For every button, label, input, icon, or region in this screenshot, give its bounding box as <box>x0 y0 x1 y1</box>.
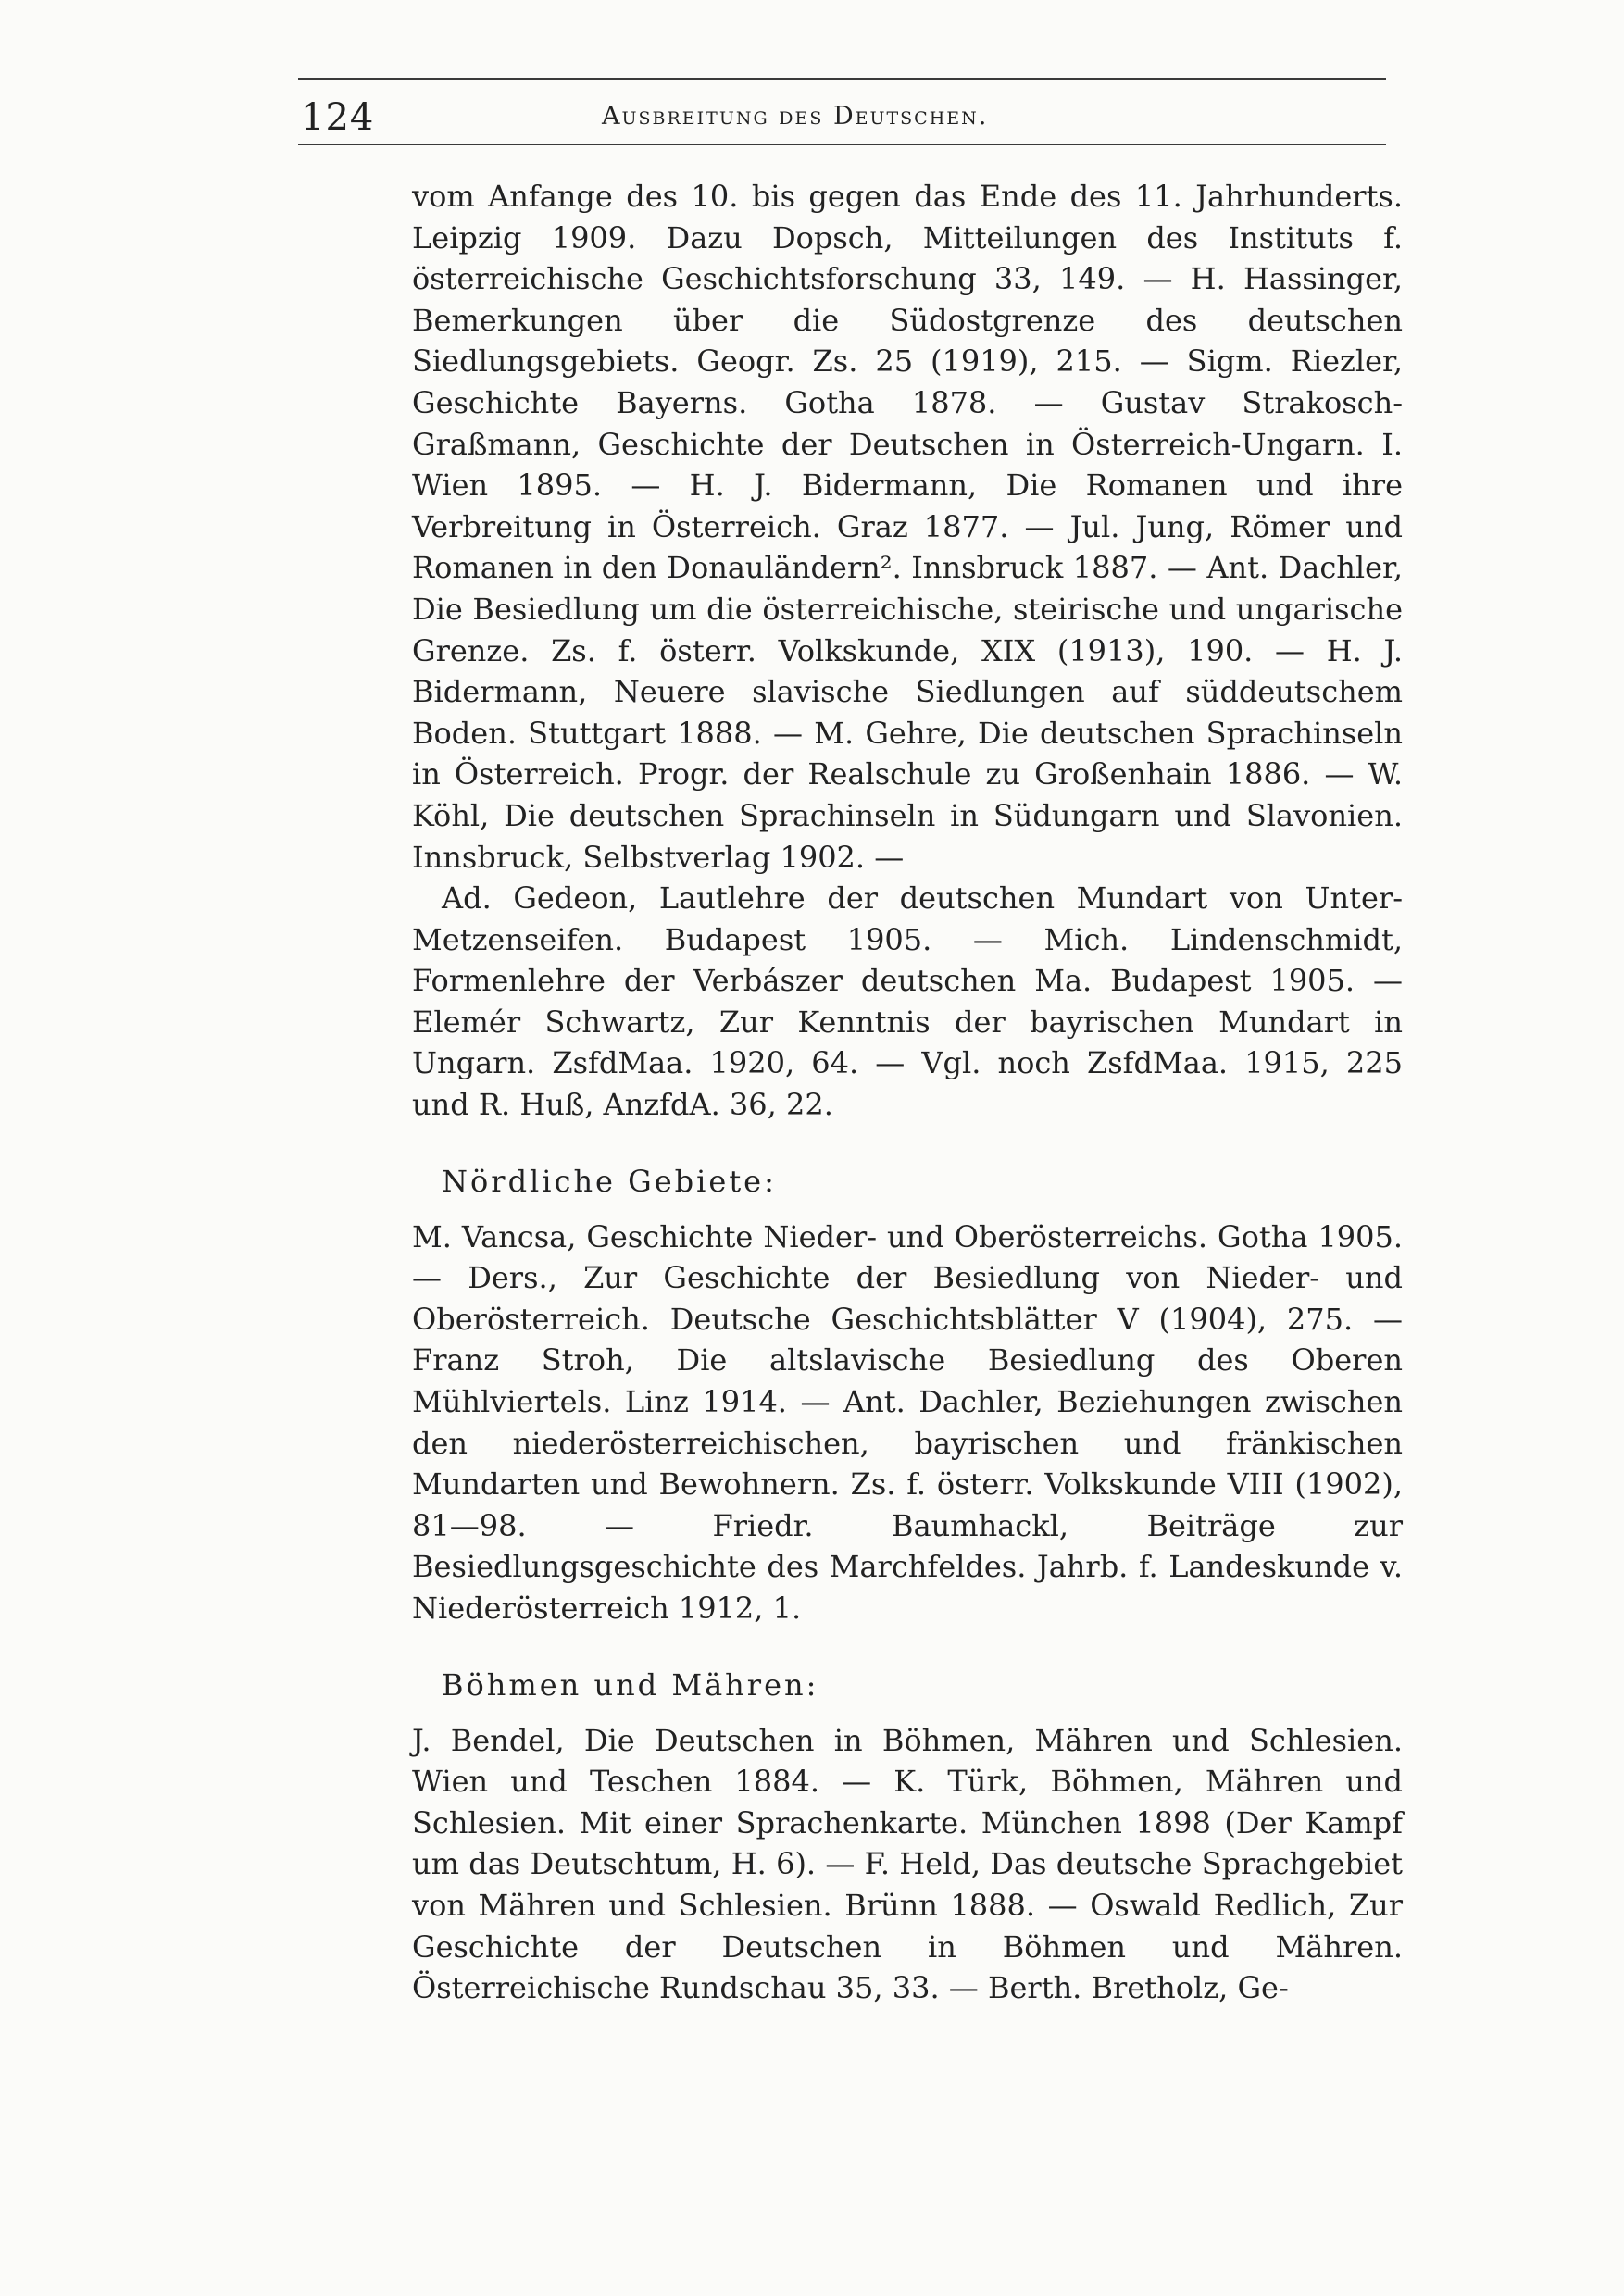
paragraph-text: vom Anfange des 10. bis gegen das Ende des 11. Jahrhunderts. Leipzig 1909. Dazu Dopsch, Mitteilungen des Instituts f. österreichische Geschichtsforschung 33, 149. — H. Hassinger, Bemerkungen über die Südostgrenze des deutschen Siedlungsgebiets. Geogr. Zs. 25 (1919), 215. — Sigm. Riezler, Geschichte Bayerns. Gotha 1878. — Gustav Strakosch-Graßmann, Geschichte der Deutschen in Österreich-Ungarn. I. Wien 1895. — H. J. Bidermann, Die Romanen und ihre Verbreitung in Österreich. Graz 1877. — Jul. Jung, Römer und Romanen in den Donauländern². Innsbruck 1887. — Ant. Dachler, Die Besiedlung um die österreichische, steirische und ungarische Grenze. Zs. f. österr. Volkskunde, XIX (1913), 190. — H. J. Bidermann, Neuere slavische Siedlungen auf süddeutschem Boden. Stuttgart 1888. — M. Gehre, Die deutschen Sprachinseln in Österreich. Progr. der Realschule zu Großenhain 1886. — W. Köhl, Die deutschen Sprachinseln in Südungarn und Slavonien. Innsbruck, Selbstverlag 1902. — <box>412 179 1403 875</box>
running-title: Ausbreitung des Deutschen. <box>602 102 989 131</box>
paragraph-text: M. Vancsa, Geschichte Nieder- und Oberösterreichs. Gotha 1905. — Ders., Zur Geschichte der Besiedlung von Nieder- und Oberösterreich. Deutsche Geschichtsblätter V (1904), 275. — Franz Stroh, Die altslavische Besiedlung des Oberen Mühlviertels. Linz 1914. — Ant. Dachler, Beziehungen zwischen den niederösterreichischen, bayrischen und fränkischen Mundarten und Bewohnern. Zs. f. österr. Volkskunde VIII (1902), 81—98. — Friedr. Baumhackl, Beiträge zur Besiedlungsgeschichte des Marchfeldes. Jahrb. f. Landeskunde v. Niederösterreich 1912, 1. <box>412 1218 1403 1626</box>
bibliography-paragraph-2 <box>412 878 1403 1126</box>
bibliography-paragraph-4 <box>412 1720 1403 2009</box>
bibliography-paragraph-3 <box>412 1217 1403 1629</box>
bibliography-paragraph-1 <box>412 176 1403 878</box>
page-body <box>412 176 1403 2009</box>
header-bottom-rule <box>298 144 1386 145</box>
header-top-rule <box>298 78 1386 80</box>
section-heading-noerdliche-gebiete: Nördliche Gebiete: <box>442 1163 777 1199</box>
paragraph-text: Ad. Gedeon, Lautlehre der deutschen Mundart von Unter-Metzenseifen. Budapest 1905. — Mich. Lindenschmidt, Formenlehre der Verbászer deutschen Ma. Budapest 1905. — Elemér Schwartz, Zur Kenntnis der bayrischen Mundart in Ungarn. ZsfdMaa. 1920, 64. — Vgl. noch ZsfdMaa. 1915, 225 und R. Huß, AnzfdA. 36, 22. <box>412 880 1403 1123</box>
paragraph-text: J. Bendel, Die Deutschen in Böhmen, Mähren und Schlesien. Wien und Teschen 1884. — K. Türk, Böhmen, Mähren und Schlesien. Mit einer Sprachenkarte. München 1898 (Der Kampf um das Deutschtum, H. 6). — F. Held, Das deutsche Sprachgebiet von Mähren und Schlesien. Brünn 1888. — Oswald Redlich, Zur Geschichte der Deutschen in Böhmen und Mähren. Österreichische Rundschau 35, 33. — Berth. Bretholz, Ge- <box>412 1722 1403 2006</box>
section-heading-boehmen-und-maehren: Böhmen und Mähren: <box>442 1666 819 1703</box>
page-number: 124 <box>301 96 375 139</box>
